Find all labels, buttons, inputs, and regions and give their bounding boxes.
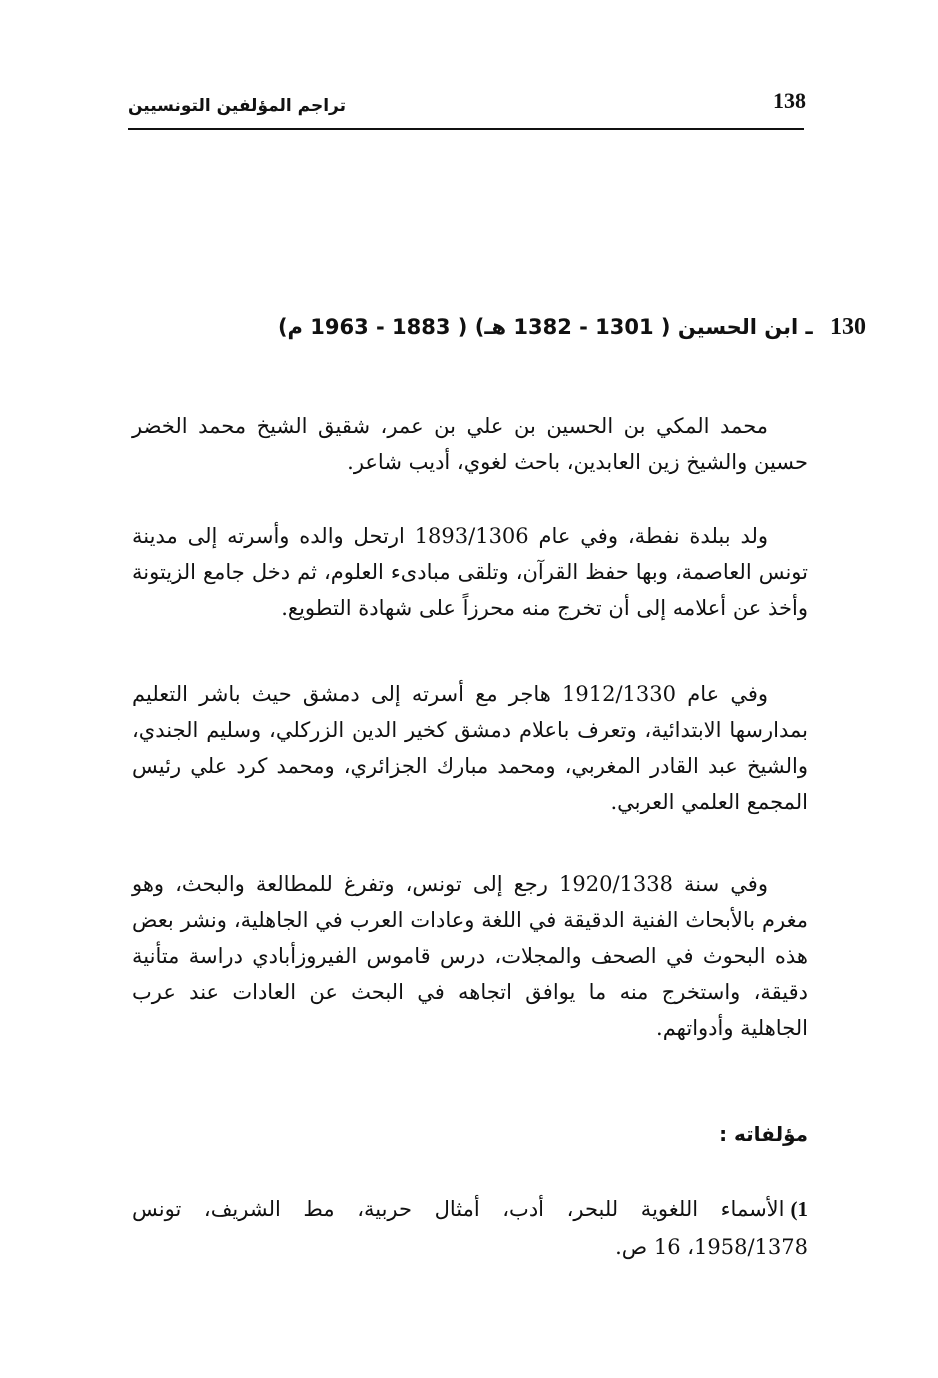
running-title: تراجم المؤلفين التونسيين [128, 96, 346, 116]
header-rule [128, 128, 804, 130]
paragraph-text: ولد ببلدة نفطة، وفي عام 1893/1306 ارتحل والده وأسرته إلى مدينة تونس العاصمة، وبها حفظ القرآن، وتلقى مبادىء العلوم، ثم دخل جامع الزيتونة وأخذ عن أعلامه إلى أن تخرج منه محرزاً على شهادة التطويع. [132, 524, 808, 620]
biography-paragraph [132, 408, 808, 480]
works-heading: مؤلفاته : [719, 1122, 808, 1146]
work-item-text: الأسماء اللغوية للبحر، أدب، أمثال حربية، مط الشريف، تونس 1958/1378، 16 ص. [132, 1197, 808, 1259]
paragraph-text: وفي عام 1912/1330 هاجر مع أسرته إلى دمشق حيث باشر التعليم بمدارسها الابتدائية، وتعرف باعلام دمشق كخير الدين الزركلي، وسليم الجندي، والشيخ عبد القادر المغربي، ومحمد مبارك الجزائري، ومحمد كرد علي رئيس المجمع العلمي العربي. [132, 682, 808, 814]
biography-paragraph [132, 676, 808, 820]
work-item-number: 1) [790, 1197, 808, 1221]
works-list-item [132, 1190, 808, 1266]
paragraph-text: محمد المكي بن الحسين بن علي بن عمر، شقيق الشيخ محمد الخضر حسين والشيخ زين العابدين، باحث لغوي، أديب شاعر. [132, 414, 808, 474]
entry-heading [146, 314, 866, 341]
entry-title: ـ ابن الحسين ( 1301 - 1382 هـ) ( 1883 - 1963 م) [277, 315, 813, 339]
paragraph-text: وفي سنة 1920/1338 رجع إلى تونس، وتفرغ للمطالعة والبحث، وهو مغرم بالأبحاث الفنية الدقيقة في اللغة وعادات العرب في الجاهلية، ونشر بعض هذه البحوث في الصحف والمجلات، درس قاموس الفيروزأبادي دراسة متأنية دقيقة، واستخرج منه ما يوافق اتجاهه في البحث عن العادات عند عرب الجاهلية وأدواتهم. [132, 872, 808, 1040]
entry-number: 130 [830, 314, 866, 340]
page-number: 138 [773, 88, 806, 113]
biography-paragraph [132, 518, 808, 626]
biography-paragraph [132, 866, 808, 1046]
